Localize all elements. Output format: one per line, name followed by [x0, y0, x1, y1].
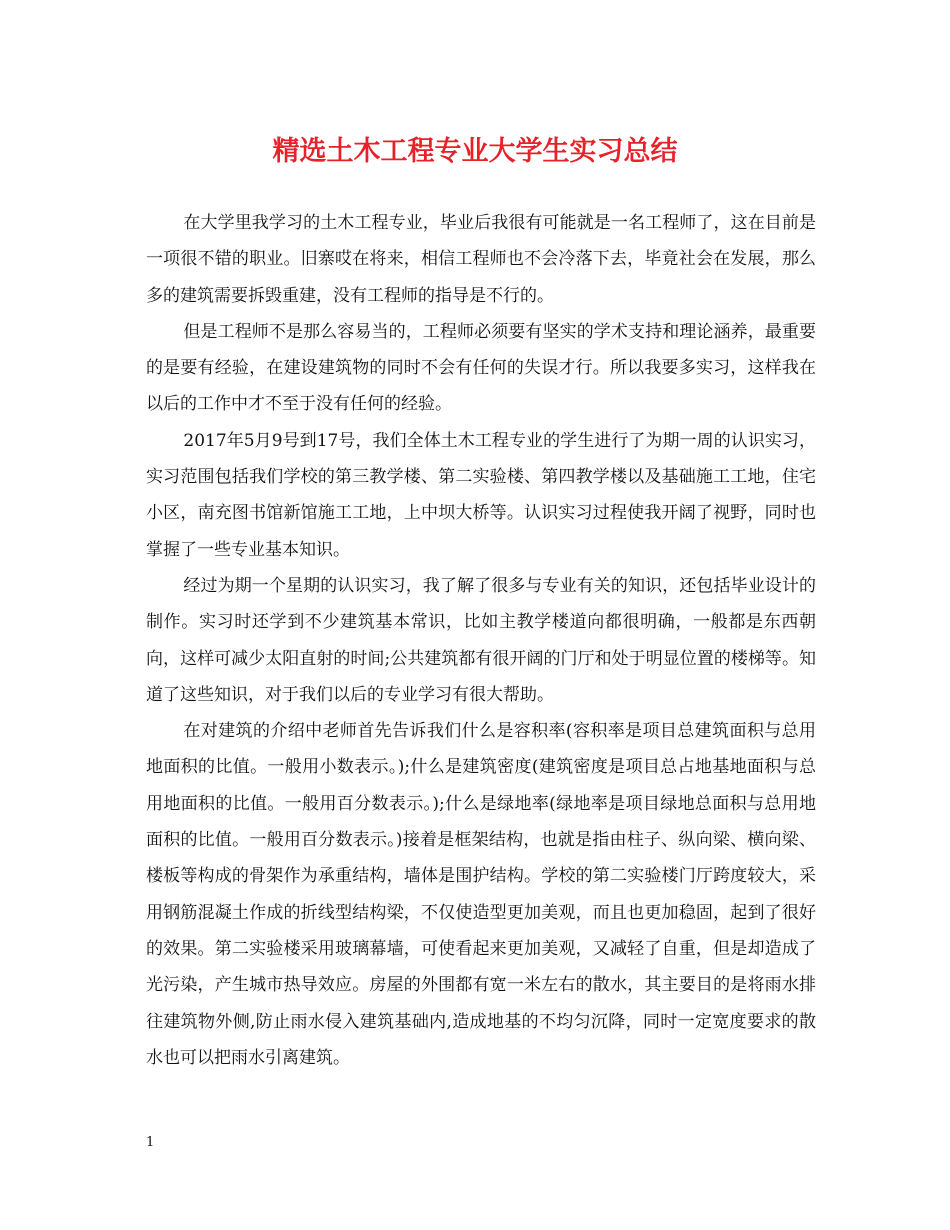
paragraph-4: 经过为期一个星期的认识实习，我了解了很多与专业有关的知识，还包括毕业设计的制作。实习时还学到不少建筑基本常识，比如主教学楼道向都很明确，一般都是东西朝向，这样可减少太阳直射的时间;公共建筑都有很开阔的门厅和处于明显位置的楼梯等。知道了这些知识，对于我们以后的专业学习有很大帮助。 [146, 575, 816, 705]
document-title: 精选土木工程专业大学生实习总结 [272, 136, 678, 167]
document-body [146, 205, 816, 1076]
paragraph-1: 在大学里我学习的土木工程专业，毕业后我很有可能就是一名工程师了，这在目前是一项很不错的职业。旧寨哎在将来，相信工程师也不会冷落下去，毕竟社会在发展，那么多的建筑需要拆毁重建，没有工程师的指导是不行的。 [146, 213, 816, 306]
paragraph-3: 2017年5月9号到17号，我们全体土木工程专业的学生进行了为期一周的认识实习，实习范围包括我们学校的第三教学楼、第二实验楼、第四教学楼以及基础施工工地，住宅小区，南充图书馆新馆施工工地，上中坝大桥等。认识实习过程使我开阔了视野，同时也掌握了一些专业基本知识。 [146, 430, 816, 560]
paragraph-2: 但是工程师不是那么容易当的，工程师必须要有坚实的学术支持和理论涵养，最重要的是要有经验，在建设建筑物的同时不会有任何的失误才行。所以我要多实习，这样我在以后的工作中才不至于没有任何的经验。 [146, 321, 816, 415]
paragraph-5: 在对建筑的介绍中老师首先告诉我们什么是容积率(容积率是项目总建筑面积与总用地面积的比值。一般用小数表示。);什么是建筑密度(建筑密度是项目总占地基地面积与总用地面积的比值。一般用百分数表示。);什么是绿地率(绿地率是项目绿地总面积与总用地面积的比值。一般用百分数表示。)接着是框架结构，也就是指由柱子、纵向梁、横向梁、楼板等构成的骨架作为承重结构，墙体是围护结构。学校的第二实验楼门厅跨度较大，采用钢筋混凝土作成的折线型结构梁，不仅使造型更加美观，而且也更加稳固，起到了很好的效果。第二实验楼采用玻璃幕墙，可使看起来更加美观，又减轻了自重，但是却造成了光污染，产生城市热导效应。房屋的外围都有宽一米左右的散水，其主要目的是将雨水排往建筑物外侧,防止雨水侵入建筑基础内,造成地基的不均匀沉降，同时一定宽度要求的散水也可以把雨水引离建筑。 [146, 721, 816, 1068]
page-number: 1 [146, 1135, 155, 1150]
